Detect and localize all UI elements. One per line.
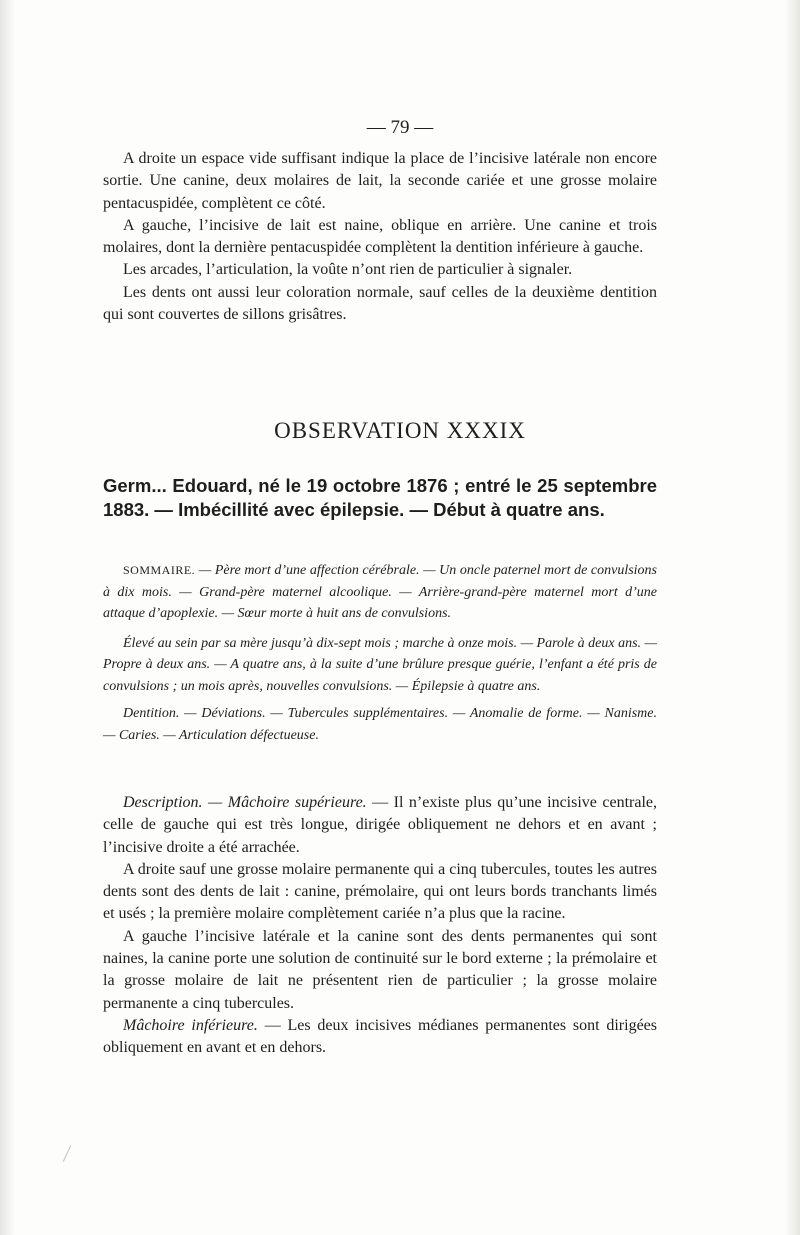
sommaire [103,560,657,625]
observation-title: Germ... Edouard, né le 19 octobre 1876 ; entré le 25 septembre 1883. — Imbécillité avec épilepsie. — Début à quatre ans. [103,475,657,520]
paragraph-arcades: Les arcades, l’articulation, la voûte n’ont rien de particulier à signaler. [123,261,573,279]
lower-jaw-paragraph [103,1015,657,1060]
observation-heading: OBSERVATION XXXIX [274,418,526,443]
paragraph-coloration: Les dents ont aussi leur coloration normale, sauf celles de la deuxième dentition qui sont couvertes de sillons grisâtres. [103,283,657,324]
sommaire-text: — Père mort d’une affection cérébrale. — Un oncle paternel mort de convulsions à dix mois. — Grand-père maternel alcoolique. — Arrière-grand-père maternel mort d’une attaque d’apoplexie. — Sœur morte à huit ans de convulsions. [103,563,657,621]
upper-jaw-paragraph [103,792,657,859]
description-block [103,792,657,1060]
sommaire-block [103,560,657,746]
upper-jaw-label: Description. — Mâchoire supérieure. [123,794,367,811]
pencil-mark [63,1145,82,1167]
page-number: — 79 — [366,117,434,138]
history: Élevé au sein par sa mère jusqu’à dix-sept mois ; marche à onze mois. — Parole à deux ans. — Propre à deux ans. — A quatre ans, à la suite d’une brûlure presque guérie, l’enfant a été pris de convulsions ; un mois après, nouvelles convulsions. — Épilepsie à quatre ans. [103,635,657,694]
observation-title-block [103,474,657,522]
scan-shadow-right [786,0,800,1235]
sommaire-label: SOMMAIRE. [123,563,196,577]
lower-jaw-text: — Les deux incisives médianes permanentes sont dirigées obliquement en avant et en dehors. [103,1016,658,1057]
lower-jaw-label: Mâchoire inférieure. [123,1016,258,1034]
upper-jaw-text: — Il n’existe plus qu’une incisive centrale, celle de gauche qui est très longue, dirigée obliquement ne dehors et en avant ; l’incisive droite a été arrachée. [103,794,658,856]
left-side-paragraph: A gauche l’incisive latérale et la canine sont des dents permanentes qui sont naines, la canine porte une solution de continuité sur le bord externe ; la prémolaire et la grosse molaire de lait ne présentent rien de particulier ; la grosse molaire permanente a cinq tubercules. [103,927,657,1012]
paragraph-right-side: A droite un espace vide suffisant indique la place de l’incisive latérale non encore sortie. Une canine, deux molaires de lait, la seconde cariée et une grosse molaire pentacuspidée, complètent ce côté. [103,150,657,212]
dentition-summary: Dentition. — Déviations. — Tubercules supplémentaires. — Anomalie de forme. — Nanisme. — Caries. — Articulation défectueuse. [103,706,657,743]
top-section [103,148,657,326]
paragraph-left-side: A gauche, l’incisive de lait est naine, oblique en arrière. Une canine et trois molaires, dont la dernière pentacuspidée complètent la dentition inférieure à gauche. [103,216,657,257]
right-side-paragraph: A droite sauf une grosse molaire permanente qui a cinq tubercules, toutes les autres dents sont des dents de lait : canine, prémolaire, qui ont leurs bords tranchants limés et usés ; la première molaire complètement cariée n’a plus que la racine. [103,860,657,923]
scan-shadow-left [0,0,14,1235]
